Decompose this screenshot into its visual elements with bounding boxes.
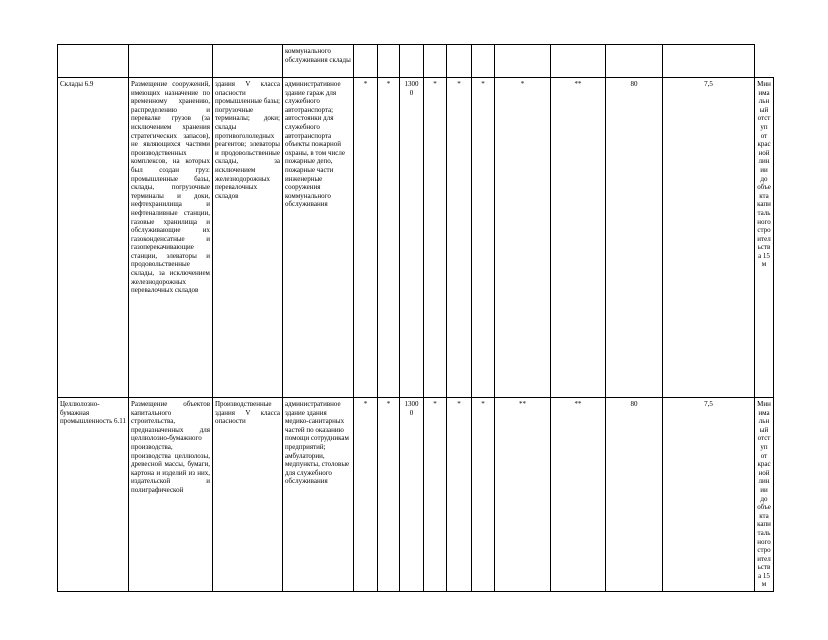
use-type-description: Размещение объектов капитального строительства, предназначенных для целлюлозно-бумажного производства, производства целлюлозы, древесной массы, бумаги, картона и изделий из них, издательской и полиграфической: [129, 398, 213, 592]
param-cell: **: [495, 398, 551, 592]
table-cell: [58, 45, 129, 78]
main-use-cell: здания V класса опасности промышленные базы; погрузочные терминалы; доки; склады противогололедных реагентов; элеваторы и продовольственные склады, за исключением железнодорожных перевалочных складов: [213, 78, 283, 398]
table-cell: [378, 45, 400, 78]
table-cell: [551, 45, 606, 78]
param-cell: 1300 0: [400, 398, 424, 592]
table-cell: [447, 45, 472, 78]
table-cell: [495, 45, 551, 78]
table-cell: [213, 45, 283, 78]
regulations-table: [57, 44, 774, 592]
table-cell: [424, 45, 447, 78]
use-type-name: Целлюлозно-бумажная промышленность 6.11: [58, 398, 129, 592]
param-cell: **: [551, 78, 606, 398]
param-cell: **: [551, 398, 606, 592]
table-cell-aux: коммунального обслуживания склады: [283, 45, 354, 78]
aux-use-cell: административное здание гараж для служебного автотранспорта; автостоянки для служебного автотранспорта объекты пожарной охраны, в том числе пожарные депо, пожарные части инженерные сооружения коммунального обслуживания: [283, 78, 354, 398]
table-cell: [663, 45, 755, 78]
param-cell: 7,5: [663, 78, 755, 398]
param-cell: 1300 0: [400, 78, 424, 398]
table-cell: [129, 45, 213, 78]
param-cell: *: [354, 78, 378, 398]
table-row: [58, 78, 774, 398]
param-cell: 80: [606, 78, 663, 398]
param-cell: *: [424, 398, 447, 592]
table-cell: [606, 45, 663, 78]
param-cell: *: [354, 398, 378, 592]
param-cell: *: [378, 398, 400, 592]
param-cell: *: [495, 78, 551, 398]
note-cell: Минимальный отступ от красной линии до объекта капитального строительства 15 м: [755, 78, 774, 398]
param-cell: *: [472, 398, 495, 592]
table-row: [58, 45, 774, 78]
param-cell: 80: [606, 398, 663, 592]
table-row: [58, 398, 774, 592]
use-type-name: Склады 6.9: [58, 78, 129, 398]
param-cell: *: [447, 398, 472, 592]
table-cell: [354, 45, 378, 78]
main-use-cell: Производственные здания V класса опасности: [213, 398, 283, 592]
param-cell: *: [447, 78, 472, 398]
table-cell: [400, 45, 424, 78]
param-cell: *: [472, 78, 495, 398]
note-cell: Минимальный отступ от красной линии до объекта капитального строительства 15 м: [755, 398, 774, 592]
param-cell: *: [424, 78, 447, 398]
param-cell: *: [378, 78, 400, 398]
aux-use-cell: административное здание здания медико-санитарных частей по оказанию помощи сотрудникам предприятий; амбулатории, медпункты, столовые для служебного обслуживания: [283, 398, 354, 592]
table-cell: [472, 45, 495, 78]
use-type-description: Размещение сооружений, имеющих назначение по временному хранению, распределению и перевалке грузов (за исключением хранения стратегических запасов), не являющихся частями производственных комплексов, на которых был создан груз: промышленные базы, склады, погрузочные терминалы и доки, нефтехранилища и нефтеналивные станции, газовые хранилища и обслуживающие их газоконденсатные и газоперекачивающие станции, элеваторы и продовольственные склады, за исключением железнодорожных перевалочных складов: [129, 78, 213, 398]
param-cell: 7,5: [663, 398, 755, 592]
